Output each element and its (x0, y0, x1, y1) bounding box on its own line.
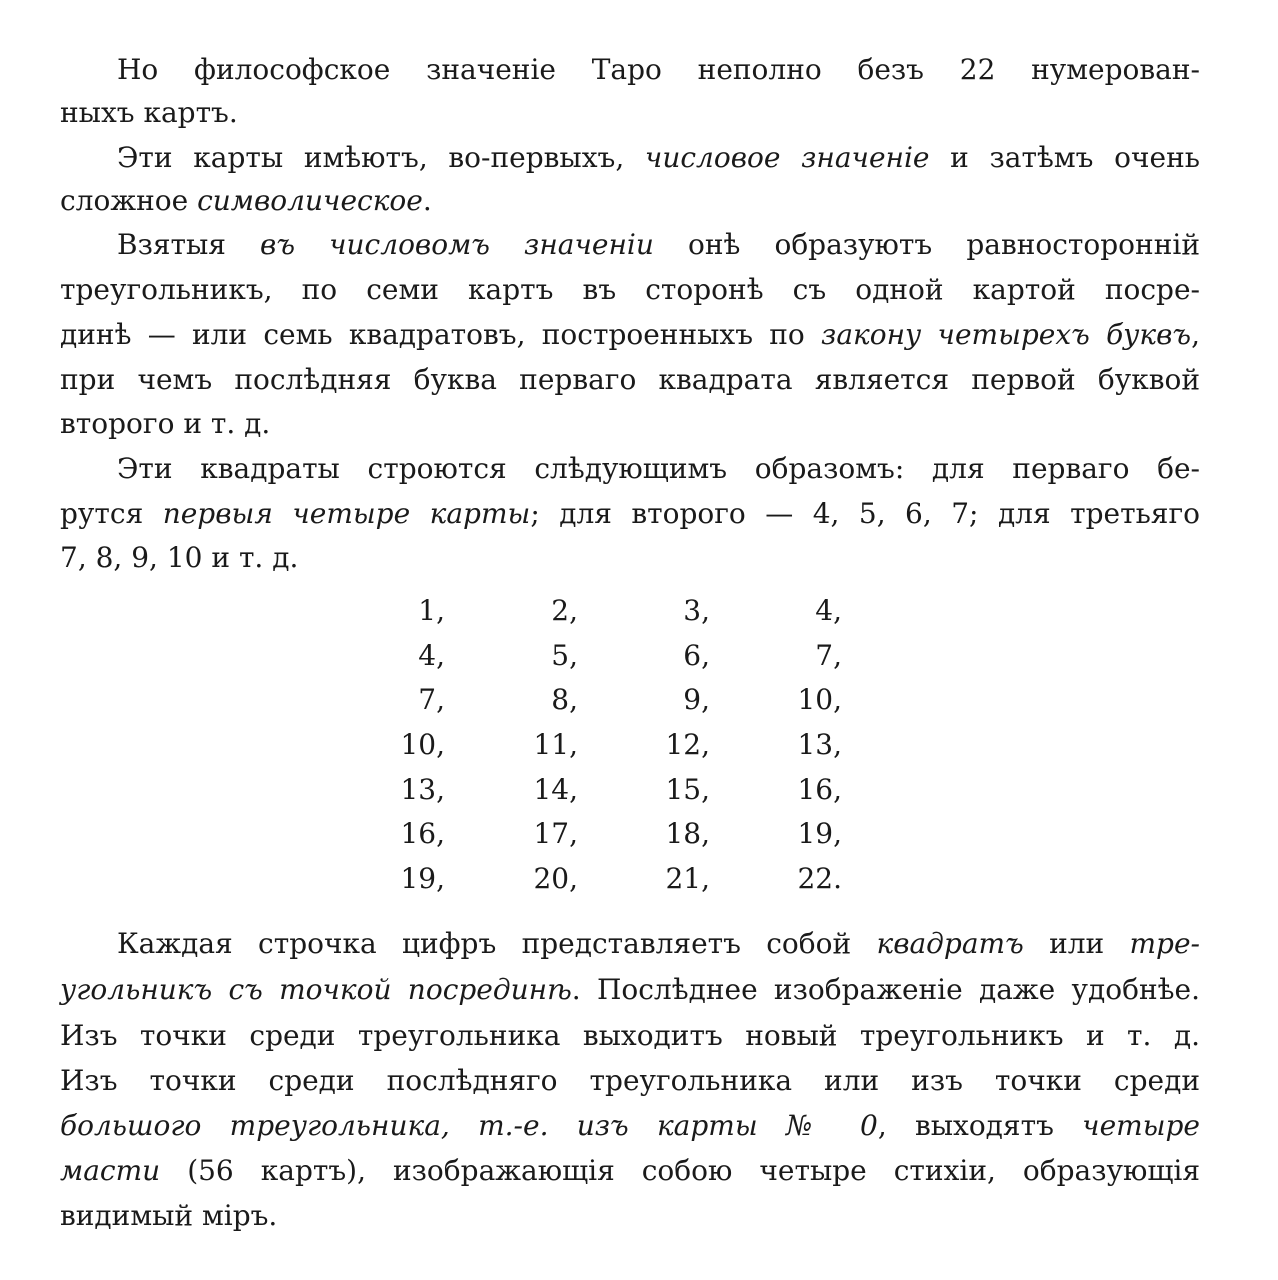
text: или (1023, 927, 1130, 960)
table-cell: 9, (683, 683, 710, 716)
table-row (0, 728, 1278, 768)
text-line (60, 96, 1200, 130)
text-line (117, 228, 1200, 262)
text: . (422, 184, 432, 217)
table-cell: 15, (665, 773, 710, 806)
italic-text: въ числовомъ значеніи (260, 228, 654, 261)
text: сложное (60, 184, 198, 217)
table-cell: 12, (665, 728, 710, 761)
italic-text: квадратъ (876, 927, 1024, 960)
text-line (60, 363, 1200, 397)
text: онѣ образуютъ равносторонній (653, 228, 1200, 261)
text-line (60, 1154, 1200, 1188)
text-line (60, 497, 1200, 531)
table-row (0, 683, 1278, 723)
table-cell: 22. (797, 862, 842, 895)
text: Изъ точки среди треугольника выходитъ новый треугольникъ и т. д. (60, 1019, 1200, 1052)
text-line (60, 541, 1200, 575)
table-cell: 11, (533, 728, 578, 761)
text: Эти квадраты строются слѣдующимъ образомъ: для перваго бе- (117, 452, 1200, 485)
table-cell: 4, (418, 639, 445, 672)
text: треугольникъ, по семи картъ въ сторонѣ съ одной картой посре- (60, 273, 1200, 306)
italic-text: числовое значеніе (644, 141, 930, 174)
text: и затѣмъ очень (929, 141, 1200, 174)
text-line (117, 141, 1200, 175)
table-cell: 1, (418, 594, 445, 627)
text-line (60, 318, 1200, 352)
text: , выходятъ (877, 1109, 1083, 1142)
text: видимый міръ. (60, 1199, 278, 1232)
table-cell: 2, (551, 594, 578, 627)
table-cell: 21, (665, 862, 710, 895)
table-row (0, 862, 1278, 902)
text: . Послѣднее изображеніе даже удобнѣе. (571, 973, 1200, 1006)
table-cell: 19, (797, 817, 842, 850)
text-line (60, 973, 1200, 1007)
text-line (117, 927, 1200, 961)
table-cell: 7, (815, 639, 842, 672)
italic-text: тре- (1129, 927, 1200, 960)
italic-text: масти (60, 1154, 161, 1187)
table-cell: 13, (797, 728, 842, 761)
table-cell: 3, (683, 594, 710, 627)
table-row (0, 639, 1278, 679)
text: Каждая строчка цифръ представляетъ собой (117, 927, 877, 960)
text: ныхъ картъ. (60, 96, 238, 129)
italic-text: символическое (197, 184, 423, 217)
text: ; для второго — 4, 5, 6, 7; для третьяго (530, 497, 1200, 530)
text: Но философское значеніе Таро неполно безъ 22 нумерован- (117, 53, 1200, 86)
text-line (60, 1109, 1200, 1143)
text: динѣ — или семь квадратовъ, построенныхъ по (60, 318, 822, 351)
italic-text: первыя четыре карты (162, 497, 531, 530)
italic-text: закону четырехъ буквъ (821, 318, 1192, 351)
table-cell: 7, (418, 683, 445, 716)
text-line (60, 1199, 1200, 1233)
table-row (0, 594, 1278, 634)
text: Изъ точки среди послѣдняго треугольника или изъ точки среди (60, 1064, 1200, 1097)
text: , (1191, 318, 1200, 351)
table-cell: 10, (400, 728, 445, 761)
table-cell: 19, (400, 862, 445, 895)
text-line (60, 273, 1200, 307)
text: при чемъ послѣдняя буква перваго квадрата является первой буквой (60, 363, 1200, 396)
table-cell: 18, (665, 817, 710, 850)
text-line (117, 53, 1200, 87)
text: Взятыя (117, 228, 261, 261)
text: 7, 8, 9, 10 и т. д. (60, 541, 299, 574)
table-cell: 6, (683, 639, 710, 672)
table-cell: 17, (533, 817, 578, 850)
table-cell: 4, (815, 594, 842, 627)
text: второго и т. д. (60, 407, 271, 440)
table-cell: 16, (400, 817, 445, 850)
table-cell: 8, (551, 683, 578, 716)
table-cell: 14, (533, 773, 578, 806)
text-line (60, 184, 1200, 218)
text-line (60, 1064, 1200, 1098)
text: (56 картъ), изображающія собою четыре стихіи, образующія (160, 1154, 1200, 1187)
italic-text: большого треугольника, т.-е. изъ карты № 0 (60, 1109, 878, 1142)
text-line (117, 452, 1200, 486)
table-cell: 20, (533, 862, 578, 895)
text-line (60, 407, 1200, 441)
table-row (0, 773, 1278, 813)
text-line (60, 1019, 1200, 1053)
text: рутся (60, 497, 163, 530)
table-cell: 10, (797, 683, 842, 716)
table-row (0, 817, 1278, 857)
italic-text: четыре (1082, 1109, 1200, 1142)
table-cell: 13, (400, 773, 445, 806)
table-cell: 5, (551, 639, 578, 672)
italic-text: угольникъ съ точкой посрединѣ (60, 973, 572, 1006)
table-cell: 16, (797, 773, 842, 806)
text: Эти карты имѣютъ, во-первыхъ, (117, 141, 645, 174)
